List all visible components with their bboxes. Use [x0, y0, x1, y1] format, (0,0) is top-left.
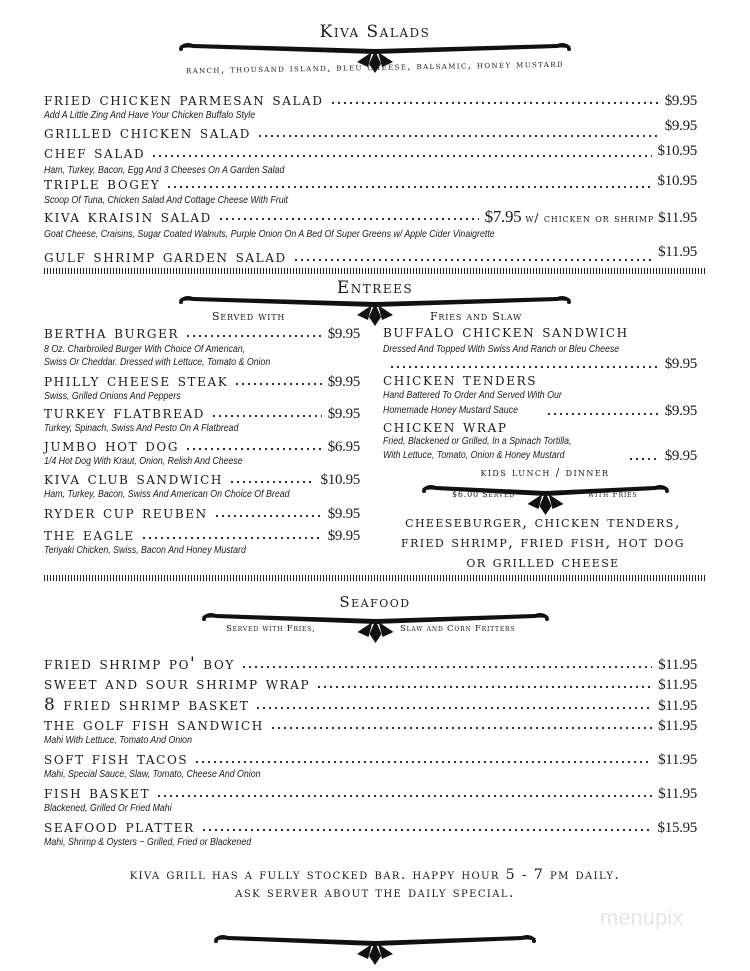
- item-price: $11.95: [658, 752, 697, 768]
- dot-leader: [211, 414, 322, 418]
- dot-leader: [316, 685, 652, 689]
- kids-title: kids lunch / dinner: [480, 466, 610, 479]
- item-name: triple bogey: [44, 174, 161, 194]
- item-name: chef salad: [44, 143, 146, 163]
- dot-leader: [234, 382, 321, 386]
- item-price: $9.95: [664, 403, 697, 419]
- kids-line: cheeseburger, chicken tenders,: [405, 513, 681, 531]
- menu-item: [44, 244, 697, 267]
- seafood-served-label: Served with Fries,: [226, 624, 316, 634]
- item-description: Mahi With Lettuce, Tomato And Onion: [44, 735, 192, 746]
- dot-leader: [255, 706, 652, 710]
- item-price: $9.95: [327, 528, 360, 544]
- dot-leader: [229, 480, 315, 484]
- item-description: Homemade Honey Mustard Sauce: [383, 405, 519, 416]
- watermark: menupix: [600, 905, 684, 930]
- menu-item: [44, 325, 360, 342]
- ornament-divider-icon: [210, 932, 540, 970]
- item-price-alt: $11.95: [658, 210, 697, 226]
- dot-leader: [330, 101, 659, 105]
- price-line: [540, 403, 697, 420]
- item-name: 8 fried shrimp basket: [44, 695, 250, 715]
- menu-item: [44, 527, 360, 544]
- item-description: Swiss Or Cheddar. Dressed with Lettuce, Tomato & Onion: [44, 357, 271, 368]
- item-description: Fried, Blackened or Grilled, In a Spinach Tortilla,: [383, 436, 572, 447]
- served-with-label: Served with: [212, 310, 286, 323]
- item-price: $9.95: [664, 448, 697, 464]
- item-description: Hand Battered To Order And Served With Our: [383, 390, 562, 401]
- item-description: Ham, Turkey, Bacon, Egg And 3 Cheeses On A Garden Salad: [44, 165, 285, 176]
- item-price: $9.95: [327, 374, 360, 390]
- item-name: grilled chicken salad: [44, 123, 252, 143]
- fries-and-slaw-label: Fries and Slaw: [430, 310, 523, 323]
- footer-line: ask server about the daily special.: [235, 885, 515, 901]
- item-description: Blackened, Grilled Or Fried Mahi: [44, 803, 172, 814]
- item-description: 1/4 Hot Dog With Kraut, Onion, Relish And Cheese: [44, 456, 243, 467]
- item-name: fish basket: [44, 783, 151, 803]
- item-price: $15.95: [657, 820, 697, 836]
- menu-item: [44, 819, 697, 836]
- kids-menu: [383, 512, 703, 572]
- item-description: Goat Cheese, Craisins, Sugar Coated Walnuts, Purple Onion On A Bed Of Super Greens w/ Apple Cider Vinaigrette: [44, 229, 495, 240]
- footer-line: kiva grill has a fully stocked bar. happy hour 5 - 7 pm daily.: [129, 867, 621, 883]
- price-line: [622, 448, 697, 465]
- item-description: With Lettuce, Tomato, Onion & Honey Mustard: [383, 450, 565, 461]
- dot-leader: [151, 154, 651, 158]
- seafood-sides-label: Slaw and Corn Fritters: [400, 624, 516, 634]
- item-description: Add A Little Zing And Have Your Chicken Buffalo Style: [44, 110, 256, 121]
- entrees-title: Entrees: [336, 278, 414, 298]
- dot-leader: [214, 514, 322, 518]
- kids-fries-label: with Fries: [588, 490, 638, 499]
- menu-item: [44, 173, 697, 194]
- item-price: $11.95: [658, 657, 697, 673]
- item-description: Mahi, Shrimp & Oysters ~ Grilled, Fried or Blackened: [44, 837, 252, 848]
- item-name: buffalo chicken sandwich: [383, 322, 629, 342]
- dot-leader: [257, 134, 659, 138]
- dot-leader: [201, 828, 652, 832]
- dot-leader: [185, 334, 322, 338]
- item-description: Dressed And Topped With Swiss And Ranch or Bleu Cheese: [383, 344, 620, 355]
- item-price: $11.95: [658, 698, 697, 714]
- item-price: $9.95: [327, 406, 360, 422]
- kids-price-label: $6.00 Served: [452, 490, 515, 499]
- dot-leader: [185, 447, 322, 451]
- menu-item: [44, 405, 360, 422]
- item-description: Ham, Turkey, Bacon, Swiss And American On Choice Of Bread: [44, 489, 290, 500]
- item-price: $9.95: [327, 506, 360, 522]
- item-name: chicken wrap: [383, 417, 508, 437]
- item-price: $11.95: [658, 244, 697, 260]
- dot-leader: [218, 217, 479, 221]
- dressings-list: ranch, thousand island, bleu cheese, balsamic, honey mustard: [185, 58, 565, 77]
- item-name: chicken tenders: [383, 370, 538, 390]
- item-name: gulf shrimp garden salad: [44, 247, 287, 267]
- item-price: $10.95: [320, 472, 360, 488]
- item-extra: w/ chicken or shrimp: [525, 211, 655, 225]
- dot-leader: [156, 794, 652, 798]
- item-price: $11.95: [658, 786, 697, 802]
- menu-item: [44, 471, 360, 488]
- item-name: bertha burger: [44, 323, 180, 343]
- kids-line: or grilled cheese: [466, 553, 620, 571]
- menu-item: [44, 656, 697, 673]
- menu-item: [44, 438, 360, 455]
- menu-item: [44, 145, 697, 162]
- seafood-title: Seafood: [339, 593, 411, 611]
- menu-item: [44, 92, 697, 109]
- item-name: philly cheese steak: [44, 371, 229, 391]
- item-name: the golf fish sandwich: [44, 715, 264, 735]
- divider-bar: [44, 268, 706, 274]
- item-description: Scoop Of Tuna, Chicken Salad And Cottage Cheese With Fruit: [44, 195, 289, 206]
- item-name: kiva club sandwich: [44, 469, 223, 489]
- item-description: Mahi, Special Sauce, Slaw, Tomato, Cheese And Onion: [44, 769, 261, 780]
- item-description: Teriyaki Chicken, Swiss, Bacon And Honey Mustard: [44, 545, 246, 556]
- menu-item: [44, 118, 697, 143]
- item-price: $11.95: [658, 718, 697, 734]
- item-name: fried shrimp po' boy: [44, 654, 235, 674]
- item-price: $10.95: [657, 143, 697, 159]
- item-description: Turkey, Spinach, Swiss And Pesto On A Flatbread: [44, 423, 239, 434]
- item-price: $9.95: [664, 118, 697, 134]
- dot-leader: [389, 365, 659, 369]
- item-name: sweet and sour shrimp wrap: [44, 674, 311, 694]
- item-description: Swiss, Grilled Onions And Peppers: [44, 391, 181, 402]
- dot-leader: [194, 760, 652, 764]
- dot-leader: [241, 665, 652, 669]
- menu-item: [44, 676, 697, 693]
- item-price: $9.95: [664, 93, 697, 109]
- menu-item: [44, 373, 360, 390]
- dot-leader: [270, 726, 652, 730]
- divider-bar: [44, 575, 706, 581]
- item-price: $7.95: [484, 207, 522, 226]
- item-name: soft fish tacos: [44, 749, 189, 769]
- footer-note: [0, 866, 750, 902]
- item-name: the eagle: [44, 525, 135, 545]
- menu-item: [44, 717, 697, 734]
- item-name: jumbo hot dog: [44, 436, 180, 456]
- dot-leader: [141, 536, 322, 540]
- item-price: $11.95: [658, 677, 697, 693]
- item-name: fried chicken parmesan salad: [44, 90, 324, 110]
- dot-leader: [293, 258, 652, 262]
- menu-item: [44, 785, 697, 802]
- salads-title: Kiva Salads: [319, 22, 431, 42]
- menu-item: [44, 208, 697, 225]
- menu-item: [44, 751, 697, 768]
- item-price: $9.95: [327, 326, 360, 342]
- dot-leader: [166, 185, 651, 189]
- item-description: 8 Oz. Charbroiled Burger With Choice Of American,: [44, 344, 246, 355]
- menu-item: [44, 505, 360, 522]
- menu-item: [44, 697, 697, 714]
- dot-leader: [546, 412, 659, 416]
- dot-leader: [628, 457, 659, 461]
- item-price: $9.95: [664, 356, 697, 372]
- item-name: ryder cup reuben: [44, 503, 208, 523]
- item-price: $6.95: [327, 439, 360, 455]
- item-price: $10.95: [657, 173, 697, 189]
- item-name: kiva kraisin salad: [44, 207, 212, 227]
- item-name: seafood platter: [44, 817, 195, 837]
- item-name: turkey flatbread: [44, 403, 206, 423]
- kids-line: fried shrimp, fried fish, hot dog: [401, 533, 685, 551]
